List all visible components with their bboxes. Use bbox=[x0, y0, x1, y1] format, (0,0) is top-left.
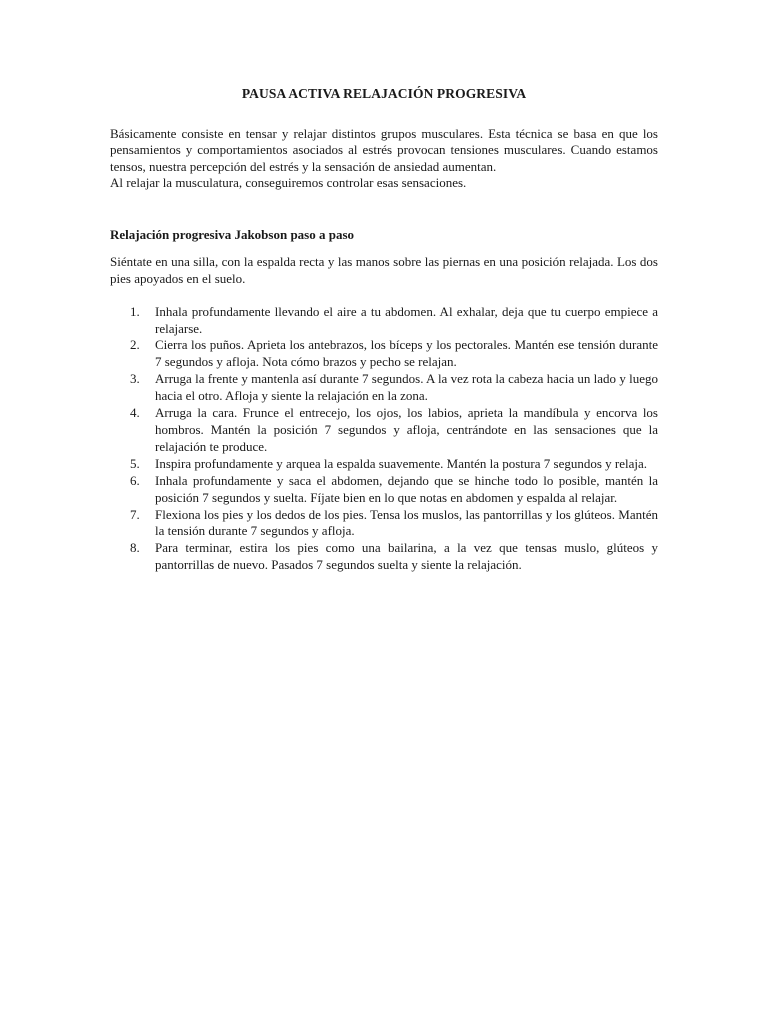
step-number: 6. bbox=[130, 472, 140, 488]
step-text: Inhala profundamente llevando el aire a tu abdomen. Al exhalar, deja que tu cuerpo empiece a relajarse. bbox=[155, 303, 658, 336]
step-number: 7. bbox=[130, 506, 140, 522]
step-item bbox=[110, 405, 658, 456]
step-number: 4. bbox=[130, 405, 140, 421]
section-heading: Relajación progresiva Jakobson paso a paso bbox=[110, 226, 355, 242]
step-number: 3. bbox=[130, 371, 140, 387]
document-page bbox=[110, 86, 658, 574]
step-text: Arruga la frente y mantenla así durante 7 segundos. A la vez rota la cabeza hacia un lado y luego hacia el otro. Afloja y siente la relajación en la zona. bbox=[155, 371, 658, 404]
step-text: Arruga la cara. Frunce el entrecejo, los ojos, los labios, aprieta la mandíbula y encorva los hombros. Mantén la posición 7 segundos y afloja, centrándote en las sensaciones que la relajación te produce. bbox=[155, 405, 658, 454]
document-title: PAUSA ACTIVA RELAJACIÓN PROGRESIVA bbox=[241, 86, 527, 101]
steps-list bbox=[110, 304, 658, 575]
step-text: Para terminar, estira los pies como una bailarina, a la vez que tensas muslo, glúteos y pantorrillas de nuevo. Pasados 7 segundos suelta y siente la relajación. bbox=[155, 540, 658, 573]
step-item bbox=[110, 456, 658, 473]
section-intro: Siéntate en una silla, con la espalda recta y las manos sobre las piernas en una posición relajada. Los dos pies apoyados en el suelo. bbox=[110, 253, 658, 287]
step-number: 5. bbox=[130, 455, 140, 471]
step-number: 8. bbox=[130, 540, 140, 556]
step-item bbox=[110, 473, 658, 507]
step-item bbox=[110, 507, 658, 541]
step-text: Inspira profundamente y arquea la espalda suavemente. Mantén la postura 7 segundos y relaja. bbox=[155, 455, 648, 471]
step-number: 2. bbox=[130, 337, 140, 353]
step-number: 1. bbox=[130, 303, 140, 319]
step-item bbox=[110, 371, 658, 405]
intro-paragraph: Básicamente consiste en tensar y relajar distintos grupos musculares. Esta técnica se basa en que los pensamientos y comportamientos asociados al estrés provocan tensiones musculares. Cuando estamos tensos, nuestra percepción del estrés y la sensación de ansiedad aumentan. bbox=[110, 126, 658, 174]
step-text: Inhala profundamente y saca el abdomen, dejando que se hinche todo lo posible, mantén la posición 7 segundos y suelta. Fíjate bien en lo que notas en abdomen y espalda al relajar. bbox=[155, 472, 658, 505]
step-item bbox=[110, 304, 658, 338]
step-text: Flexiona los pies y los dedos de los pies. Tensa los muslos, las pantorrillas y los glúteos. Mantén la tensión durante 7 segundos y afloja. bbox=[155, 506, 658, 539]
step-item bbox=[110, 540, 658, 574]
step-text: Cierra los puños. Aprieta los antebrazos, los bíceps y los pectorales. Mantén ese tensión durante 7 segundos y afloja. Nota cómo brazos y pecho se relajan. bbox=[155, 337, 658, 370]
step-item bbox=[110, 337, 658, 371]
intro-last-line: Al relajar la musculatura, conseguiremos controlar esas sensaciones. bbox=[110, 175, 467, 191]
